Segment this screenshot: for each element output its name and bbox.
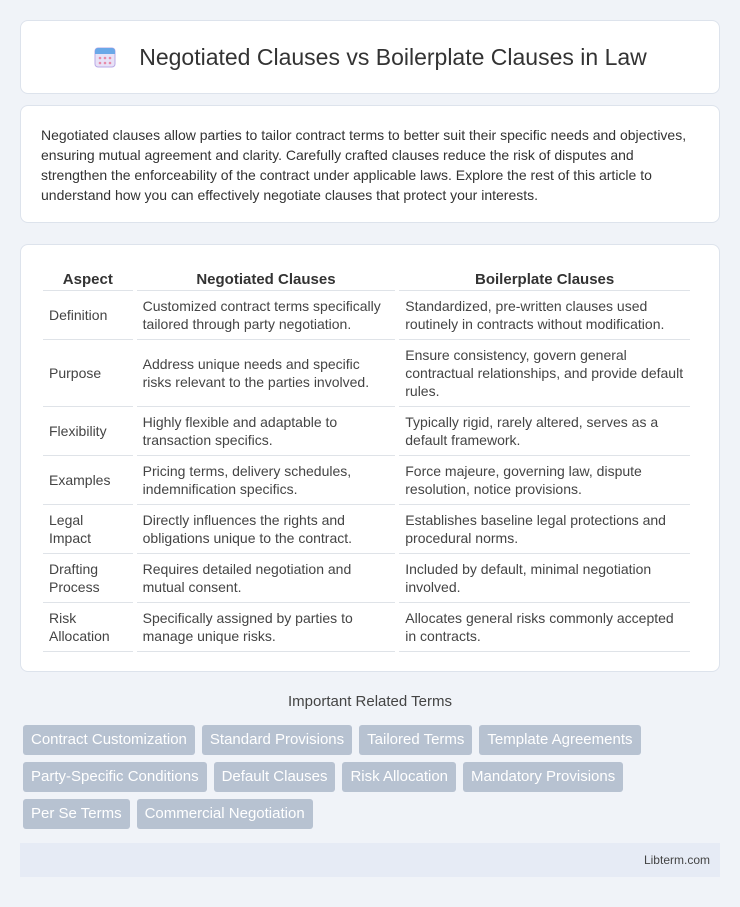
aspect-cell: Risk Allocation (43, 603, 133, 652)
footer-site-link[interactable]: Libterm.com (643, 853, 710, 867)
tag-tailored-terms[interactable]: Tailored Terms (359, 725, 472, 755)
boilerplate-cell: Typically rigid, rarely altered, serves as a default framework. (399, 407, 690, 456)
negotiated-cell: Highly flexible and adaptable to transaction specifics. (137, 407, 396, 456)
related-terms-title: Important Related Terms (288, 693, 452, 710)
comparison-table (39, 265, 694, 652)
negotiated-cell: Address unique needs and specific risks relevant to the parties involved. (137, 340, 396, 407)
table-row (43, 603, 690, 652)
boilerplate-cell: Ensure consistency, govern general contractual relationships, and provide default rules. (399, 340, 690, 407)
negotiated-cell: Directly influences the rights and obligations unique to the contract. (137, 505, 396, 554)
table-row (43, 456, 690, 505)
boilerplate-cell: Force majeure, governing law, dispute resolution, notice provisions. (399, 456, 690, 505)
boilerplate-cell: Included by default, minimal negotiation involved. (399, 554, 690, 603)
table-header-row (43, 265, 690, 291)
intro-card (20, 105, 720, 223)
boilerplate-cell: Establishes baseline legal protections and procedural norms. (399, 505, 690, 554)
tag-contract-customization[interactable]: Contract Customization (23, 725, 195, 755)
tag-per-se-terms[interactable]: Per Se Terms (23, 799, 130, 829)
boilerplate-cell: Standardized, pre-written clauses used routinely in contracts without modification. (399, 291, 690, 340)
aspect-cell: Flexibility (43, 407, 133, 456)
table-row (43, 340, 690, 407)
table-row (43, 291, 690, 340)
aspect-cell: Purpose (43, 340, 133, 407)
aspect-cell: Examples (43, 456, 133, 505)
tag-template-agreements[interactable]: Template Agreements (479, 725, 640, 755)
header-card (20, 20, 720, 94)
table-row (43, 505, 690, 554)
intro-paragraph: Negotiated clauses allow parties to tailor contract terms to better suit their specific needs and objectives, ensuring mutual agreement and clarity. Carefully crafted clauses reduce the risk of disputes and strengthen the enforceability of the contract under applicable laws. Explore the rest of this article to understand how you can effectively negotiate clauses that protect your interests. (41, 127, 687, 203)
tag-row (23, 799, 723, 829)
aspect-cell: Legal Impact (43, 505, 133, 554)
tag-party-specific-conditions[interactable]: Party-Specific Conditions (23, 762, 207, 792)
tag-standard-provisions[interactable]: Standard Provisions (202, 725, 352, 755)
page-title: Negotiated Clauses vs Boilerplate Clauses in Law (139, 43, 647, 70)
header-boilerplate: Boilerplate Clauses (399, 265, 690, 291)
aspect-cell: Definition (43, 291, 133, 340)
tag-row (23, 725, 723, 755)
tag-row (23, 762, 723, 792)
negotiated-cell: Requires detailed negotiation and mutual consent. (137, 554, 396, 603)
header-aspect: Aspect (43, 265, 133, 291)
tag-mandatory-provisions[interactable]: Mandatory Provisions (463, 762, 623, 792)
related-terms-list (23, 725, 723, 836)
aspect-cell: Drafting Process (43, 554, 133, 603)
boilerplate-cell: Allocates general risks commonly accepted in contracts. (399, 603, 690, 652)
tag-default-clauses[interactable]: Default Clauses (214, 762, 336, 792)
tag-commercial-negotiation[interactable]: Commercial Negotiation (137, 799, 313, 829)
negotiated-cell: Customized contract terms specifically tailored through party negotiation. (137, 291, 396, 340)
header-negotiated: Negotiated Clauses (137, 265, 396, 291)
tag-risk-allocation[interactable]: Risk Allocation (342, 762, 456, 792)
comparison-card (20, 244, 720, 672)
negotiated-cell: Pricing terms, delivery schedules, indemnification specifics. (137, 456, 396, 505)
footer (20, 843, 720, 877)
table-row (43, 407, 690, 456)
calendar-icon (93, 45, 117, 69)
table-row (43, 554, 690, 603)
negotiated-cell: Specifically assigned by parties to manage unique risks. (137, 603, 396, 652)
